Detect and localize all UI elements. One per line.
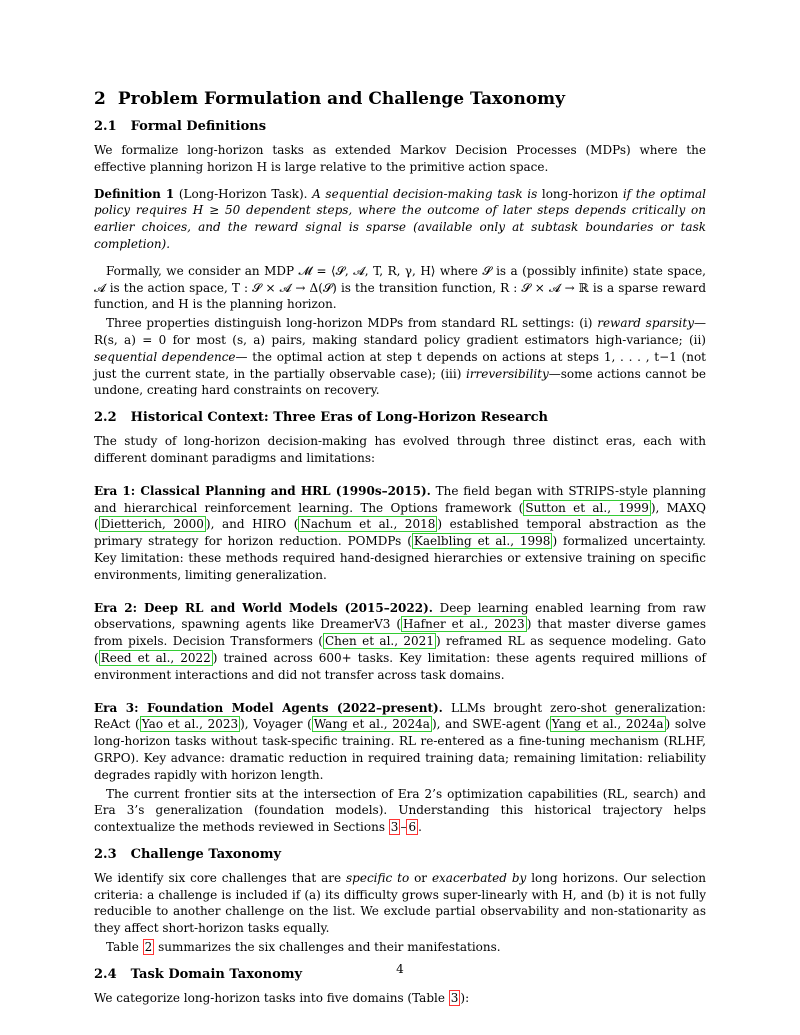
paragraph-table-2-summary: Table 2 summarizes the six challenges and their manifestations. [106,940,501,955]
paragraph-current-frontier: The current frontier sits at the intersection of Era 2’s optimization capabilities (RL, search) and Era 3’s generalization (foundation models). Understanding this historical trajectory helps contextualize the methods reviewed in Sections 3 – 6 . [94,786,706,835]
section-heading: 2 Problem Formulation and Challenge Taxonomy [94,89,566,109]
citation-link[interactable]: Dietterich, 2000 [100,517,204,532]
paragraph-task-domains: We categorize long-horizon tasks into five domains (Table 3 ): [94,990,470,1005]
page-content [94,88,706,1007]
table-ref-link[interactable]: 3 [450,990,459,1005]
paragraph-three-properties: Three properties distinguish long-horizon MDPs from standard RL settings: (i) reward sparsity—R(s, a) = 0 for most (s, a) pairs, making standard policy gradient estimators high-variance; (ii) sequential dependence— the optimal action at step t depends on actions at steps 1, . . . , t−1 (not just the current state, in the partially observable case); (iii) irreversibility—some actions cannot be undone, creating hard constraints on recovery. [94,316,707,398]
citation-link[interactable]: Yang et al., 2024a [551,717,664,732]
paragraph-mdp-definition: Formally, we consider an MDP 𝓜 = ⟨𝓢, 𝓐, T, R, γ, H⟩ where 𝓢 is a (possibly infinite) state space, 𝓐 is the action space, T : 𝓢 × 𝓐 → Δ(𝓢) is the transition function, R : 𝓢 × 𝓐 → ℝ is a sparse reward function, and H is the planning horizon. [94,263,706,312]
paragraph-era-1: Era 1: Classical Planning and HRL (1990s–2015). The field began with STRIPS-style planning and hierarchical reinforcement learning. The Options framework ( Sutton et al., 1999 ), MAXQ ( Dietterich, 2000 ), and HIRO ( Nachum et al., 2018 ) established temporal abstraction as the primary strategy for horizon reduction. POMDPs ( Kaelbling et al., 1998 ) formalized uncertainty. Key limitation: these methods required hand-designed hierarchies or extensive training on specific environments, limiting generalization. [94,483,707,582]
citation-link[interactable]: Sutton et al., 1999 [525,500,649,515]
section-ref-link[interactable]: 3 [390,820,399,835]
definition-1: Definition 1 (Long-Horizon Task). A sequential decision-making task is long-horizon if the optimal policy requires H ≥ 50 dependent steps, where the outcome of later steps depends critically on earlier choices, and the reward signal is sparse (available only at subtask boundaries or task completion). [94,186,706,251]
subsection-2-3-heading: 2.3 Challenge Taxonomy [94,846,282,862]
section-ref-link[interactable]: 6 [408,820,417,835]
paragraph-era-3: Era 3: Foundation Model Agents (2022–present). LLMs brought zero-shot generalization: ReAct ( Yao et al., 2023 ), Voyager ( Wang et al., 2024a ), and SWE-agent ( Yang et al., 2024a ) solve long-horizon tasks without task-specific training. RL re-entered as a fine-tuning mechanism (RLHF, GRPO). Key advance: dramatic reduction in required training data; remaining limitation: reliability degrades rapidly with horizon length. [94,700,706,782]
citation-link[interactable]: Reed et al., 2022 [100,650,211,665]
citation-link[interactable]: Chen et al., 2021 [324,634,434,649]
subsection-2-4-heading: 2.4 Task Domain Taxonomy [94,966,303,982]
paragraph-formalize: We formalize long-horizon tasks as extended Markov Decision Processes (MDPs) where the effective planning horizon H is large relative to the primitive action space. [94,143,706,174]
page-number: 4 [396,962,404,976]
subsection-2-2-heading: 2.2 Historical Context: Three Eras of Long-Horizon Research [94,410,548,426]
paragraph-history-intro: The study of long-horizon decision-making has evolved through three distinct eras, each with different dominant paradigms and limitations: [94,434,706,465]
citation-link[interactable]: Hafner et al., 2023 [403,617,525,632]
citation-link[interactable]: Wang et al., 2024a [313,717,430,732]
citation-link[interactable]: Nachum et al., 2018 [300,517,436,532]
subsection-2-1-heading: 2.1 Formal Definitions [94,119,267,134]
paragraph-era-2: Era 2: Deep RL and World Models (2015–2022). Deep learning enabled learning from raw observations, spawning agents like DreamerV3 ( Hafner et al., 2023 ) that master diverse games from pixels. Decision Transformers ( Chen et al., 2021 ) reframed RL as sequence modeling. Gato ( Reed et al., 2022 ) trained across 600+ tasks. Key limitation: these agents required millions of environment interactions and did not transfer across task domains. [94,600,707,682]
citation-link[interactable]: Yao et al., 2023 [141,717,239,732]
paragraph-challenge-criteria: We identify six core challenges that are specific to or exacerbated by long horizons. Our selection criteria: a challenge is included if (a) its difficulty grows super-linearly with H, and (b) it is not fully reducible to another challenge on the list. We exclude partial observability and non-stationarity as they affect short-horizon tasks equally. [94,870,706,936]
table-ref-link[interactable]: 2 [144,940,153,955]
citation-link[interactable]: Kaelbling et al., 1998 [413,534,551,549]
